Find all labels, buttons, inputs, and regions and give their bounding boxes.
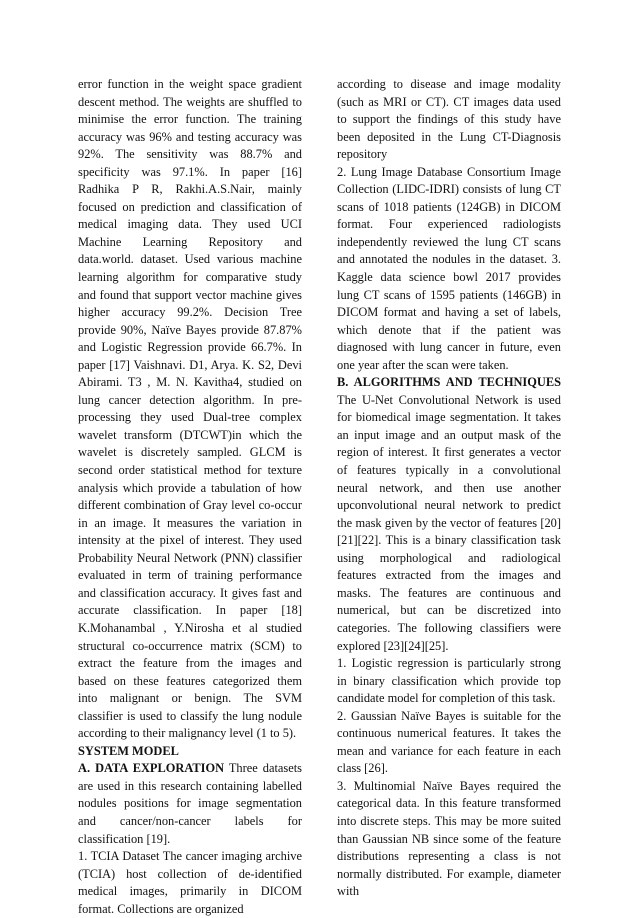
logistic-regression-paragraph: 1. Logistic regression is particularly strong in binary classification which provide top candidate model for completion of this task. bbox=[337, 656, 561, 706]
gaussian-nb-paragraph: 2. Gaussian Naïve Bayes is suitable for the continuous numerical features. It takes the mean and variance for each feature in each class [26]. bbox=[337, 708, 561, 776]
multinomial-nb-paragraph: 3. Multinomial Naïve Bayes required the categorical data. In this feature transformed into discrete steps. This may be more suited than Gaussian NB since some of the feature distributions representing a class is not normally distributed. For example, diameter with bbox=[337, 778, 561, 899]
subsection-a-text: Three datasets are used in this research containing labelled nodules positions for image segmentation and cancer/non-cancer labels for classification [19]. bbox=[78, 761, 302, 846]
intro-paragraph: error function in the weight space gradient descent method. The weights are shuffled to minimise the error function. The training accuracy was 96% and testing accuracy was 92%. The sensitivity was 88.7% and specificity was 97.1%. In paper [16] Radhika P R, Rakhi.A.S.Nair, mainly focused on prediction and classification of medical imaging data. They used UCI Machine Learning Repository and data.world. dataset. Used various machine learning algorithm for comparative study and found that support vector machine gives higher accuracy 99.2%. Decision Tree provide 90%, Naïve Bayes provide 87.87% and Logistic Regression provide 66.7%. In paper [17] Vaishnavi. D1, Arya. K. S2, Devi Abirami. T3 , M. N. Kavitha4, studied on lung cancer detection algorithm. In pre-processing they used Dual-tree complex wavelet transform (DTCWT)in which the wavelet is discretely sampled. GLCM is second order statistical method for texture analysis which provide a tabulation of how different combination of Gray level co-occur in an image. It measures the variation in intensity at the pixel of interest. They used Probability Neural Network (PNN) classifier evaluated in term of training performance and classification accuracy. It gives fast and accurate classification. In paper [18] K.Mohanambal , Y.Nirosha et al studied structural co-occurrence matrix (SCM) to extract the feature from the images and based on these features categorized them into malignant or benign. The SVM classifier is used to classify the lung nodule according to their malignancy level (1 to 5). bbox=[78, 77, 302, 741]
tcia-continued-paragraph: according to disease and image modality (such as MRI or CT). CT images data used to support the findings of this study have been deposited in the Lung CT-Diagnosis repository bbox=[337, 77, 561, 162]
subsection-b-paragraph bbox=[337, 374, 561, 655]
lidc-paragraph: 2. Lung Image Database Consortium Image Collection (LIDC-IDRI) consists of lung CT scans of 1018 patients (124GB) in DICOM format. Four experienced radiologists independently reviewed the lung CT scans and annotated the nodules in the dataset. 3. Kaggle data science bowl 2017 provides lung CT scans of 1595 patients (146GB) in DICOM format and having a set of labels, which denote that if the patient was diagnosed with lung cancer in future, even one year after the scan were taken. bbox=[337, 164, 561, 372]
right-column bbox=[337, 76, 561, 901]
subsection-b-heading: B. ALGORITHMS AND TECHNIQUES bbox=[337, 375, 561, 390]
subsection-a-heading: A. DATA EXPLORATION bbox=[78, 761, 225, 776]
subsection-b-text: The U-Net Convolutional Network is used for biomedical image segmentation. It takes an input image and an output mask of the region of interest. It first generates a vector of features typically in a convolutional neural network, and then use another upconvolutional neural network to predict the mask given by the vector of features [20][21][22]. This is a binary classification task using morphological and radiological features extracted from the images and masks. The features are continuous and numerical, but can be discretized into categories. The following classifiers were explored [23][24][25]. bbox=[337, 392, 561, 653]
tcia-paragraph: 1. TCIA Dataset The cancer imaging archive (TCIA) host collection of de-identified medical images, primarily in DICOM format. Collections are organized bbox=[78, 849, 302, 916]
subsection-a-paragraph bbox=[78, 760, 302, 848]
left-column bbox=[78, 76, 302, 918]
section-heading-system-model: SYSTEM MODEL bbox=[78, 743, 179, 758]
